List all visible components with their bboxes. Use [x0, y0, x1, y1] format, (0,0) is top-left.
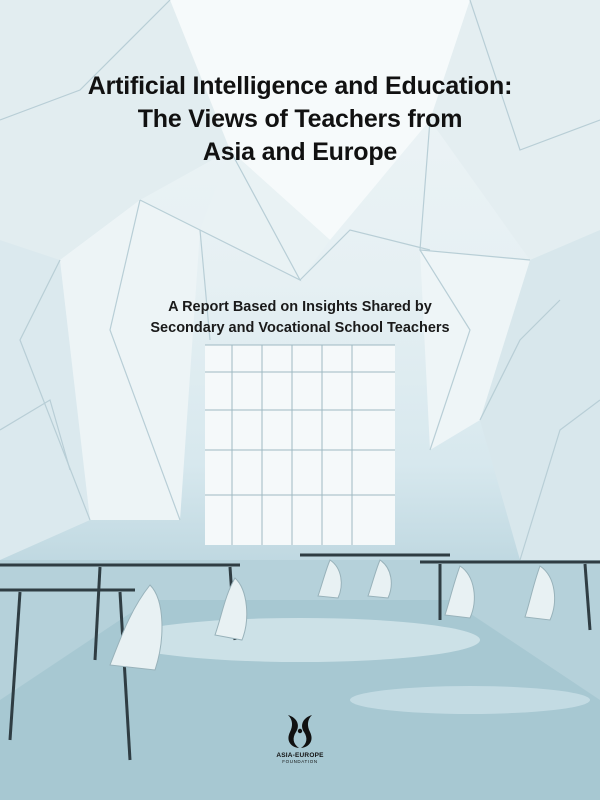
report-subtitle: A Report Based on Insights Shared by Secondary and Vocational School Teachers	[150, 299, 450, 336]
asef-logo-icon	[284, 712, 316, 750]
report-title: Artificial Intelligence and Education: The Views of Teachers from Asia and Europe	[87, 72, 513, 166]
asia-europe-foundation-logo	[270, 712, 330, 784]
logo-subname: FOUNDATION	[282, 759, 318, 764]
logo-name: ASIA-EUROPE	[276, 752, 324, 759]
